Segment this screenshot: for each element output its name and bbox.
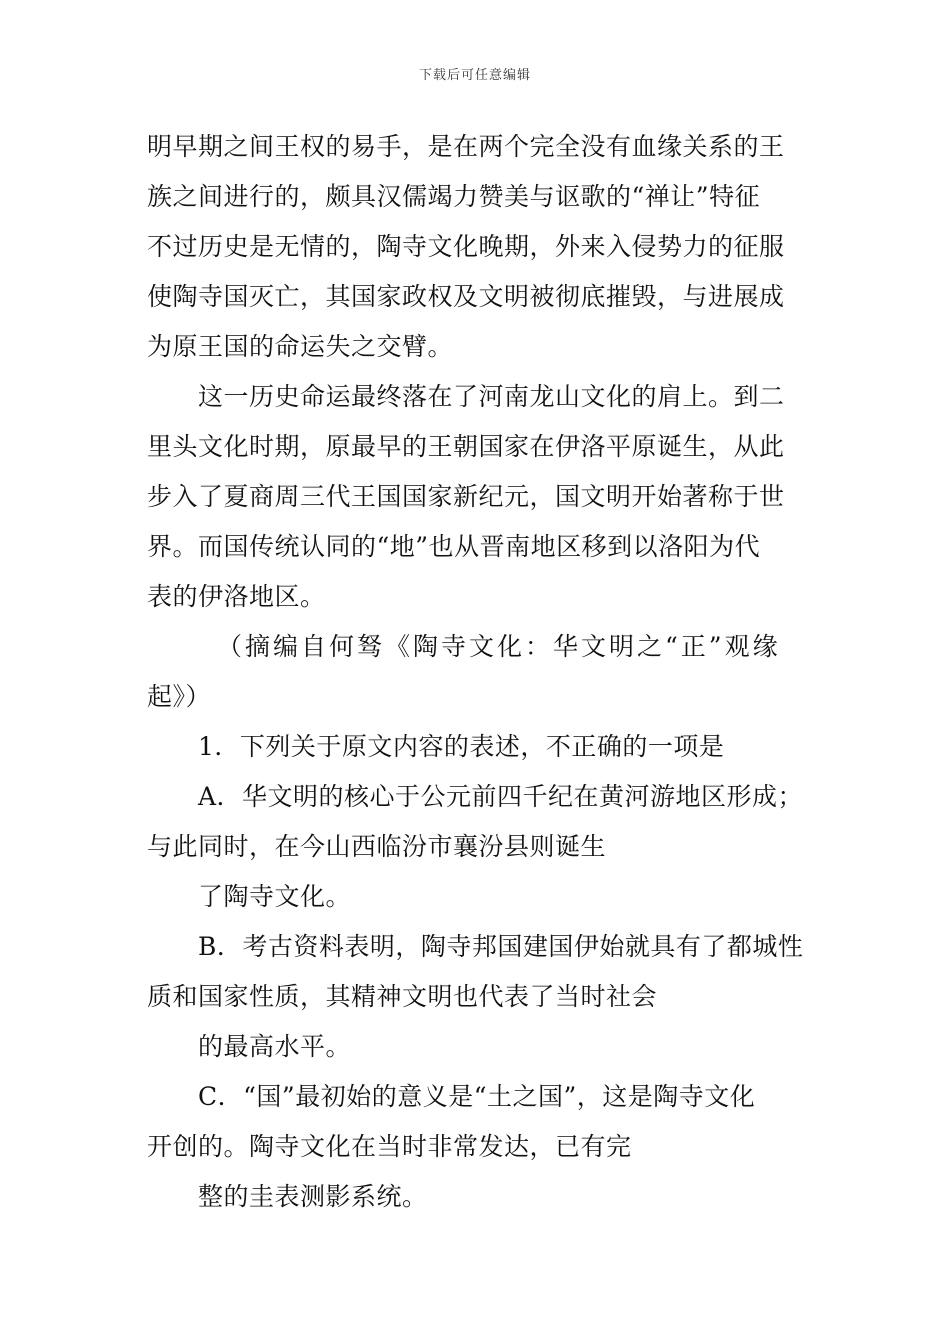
source-citation: （摘编自何驽《陶寺文化：华文明之“正”观缘 bbox=[217, 632, 781, 661]
option-b: B．考古资料表明，陶寺邦国建国伊始就具有了都城性 bbox=[198, 932, 804, 961]
text-line: 这一历史命运最终落在了河南龙山文化的肩上。到二 bbox=[198, 382, 785, 411]
option-a-line: 与此同时，在今山西临汾市襄汾县则诞生 bbox=[147, 832, 607, 861]
option-c-line: 开创的。陶寺文化在当时非常发达，已有完 bbox=[147, 1132, 632, 1161]
text-line: 表的伊洛地区。 bbox=[147, 582, 326, 611]
source-citation-end: 起》） bbox=[147, 682, 212, 711]
option-a-line: 了陶寺文化。 bbox=[198, 882, 352, 911]
option-c: C．“国”最初始的意义是“土之国”，这是陶寺文化 bbox=[198, 1082, 756, 1111]
text-line: 族之间进行的，颇具汉儒竭力赞美与讴歌的“禅让”特征 bbox=[147, 182, 761, 211]
page-header: 下载后可任意编辑 bbox=[418, 68, 531, 83]
option-a: A．华文明的核心于公元前四千纪在黄河游地区形成； bbox=[198, 782, 804, 811]
text-line: 步入了夏商周三代王国国家新纪元，国文明开始著称于世 bbox=[147, 482, 785, 511]
text-line: 界。而国传统认同的“地”也从晋南地区移到以洛阳为代 bbox=[147, 532, 761, 561]
text-line: 使陶寺国灭亡，其国家政权及文明被彻底摧毁，与进展成 bbox=[147, 282, 785, 311]
option-c-line: 整的圭表测影系统。 bbox=[198, 1182, 428, 1211]
text-line: 为原王国的命运失之交臂。 bbox=[147, 332, 454, 361]
question-stem: 1．下列关于原文内容的表述，不正确的一项是 bbox=[198, 732, 725, 761]
option-b-line: 质和国家性质，其精神文明也代表了当时社会 bbox=[147, 982, 658, 1011]
text-line: 里头文化时期，原最早的王朝国家在伊洛平原诞生，从此 bbox=[147, 432, 785, 461]
text-line: 不过历史是无情的，陶寺文化晚期，外来入侵势力的征服 bbox=[147, 232, 785, 261]
option-b-line: 的最高水平。 bbox=[198, 1032, 352, 1061]
text-line: 明早期之间王权的易手，是在两个完全没有血缘关系的王 bbox=[147, 132, 785, 161]
